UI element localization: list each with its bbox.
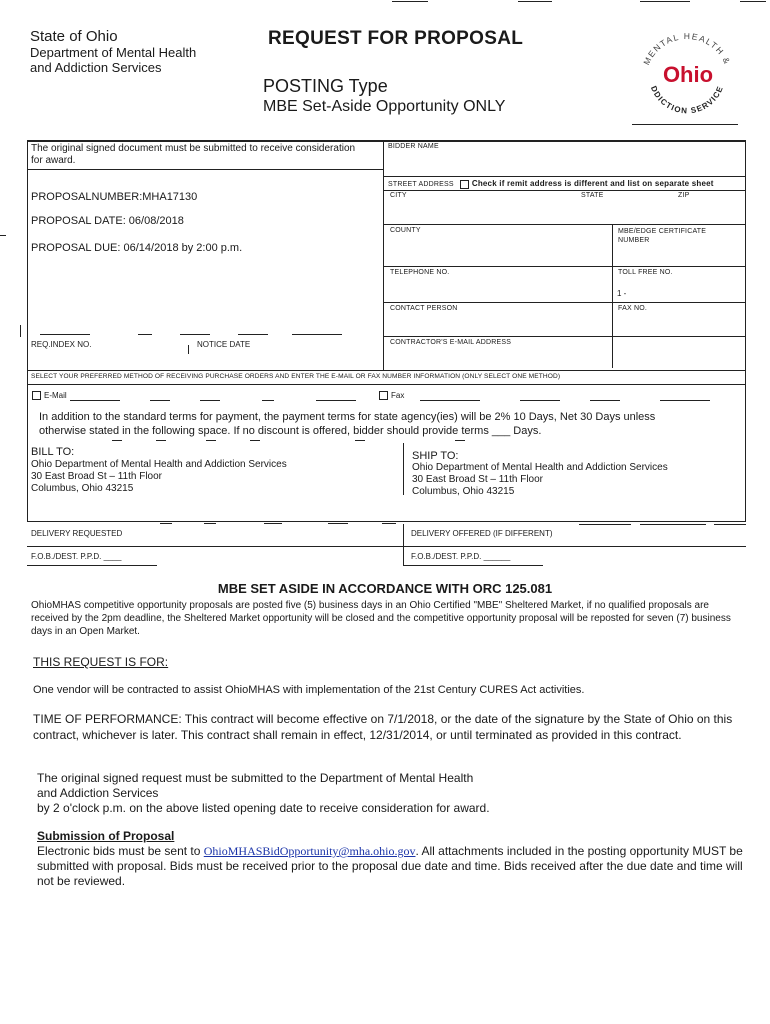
original-notice: The original signed document must be submitted to receive consideration for award. (31, 143, 356, 166)
agency-state: State of Ohio (30, 28, 118, 45)
submission-heading: Submission of Proposal (37, 829, 175, 843)
city-label: CITY (390, 192, 407, 199)
email-label: CONTRACTOR'S E-MAIL ADDRESS (390, 339, 512, 346)
ohio-seal-icon (632, 22, 742, 132)
section-title: MBE SET ASIDE IN ACCORDANCE WITH ORC 125.081 (217, 581, 553, 596)
notice-date-label: NOTICE DATE (197, 340, 251, 349)
street-address-text: STREET ADDRESS (388, 181, 454, 188)
posting-type: POSTING Type (263, 76, 388, 96)
mbe-cert-label: MBE/EDGE CERTIFICATE NUMBER (618, 228, 707, 244)
street-address-label (388, 179, 714, 189)
seal-bottom-text: DDICTION SERVICE (648, 84, 726, 116)
email-option[interactable] (32, 391, 67, 400)
time-of-performance: TIME OF PERFORMANCE: This contract will become effective on 7/1/2018, or the date of the signature by the State of Ohio on this contract, whichever is later. This contract shall remain in effect, 12/31/2014, or until terminated as provided in this contract. (33, 712, 733, 742)
fax-no-label: FAX NO. (618, 305, 648, 312)
state-label: STATE (581, 192, 604, 199)
ship-to-line2: 30 East Broad St – 11th Floor (412, 474, 544, 485)
email-checkbox[interactable] (32, 391, 41, 400)
req-index-label: REQ.INDEX NO. (31, 340, 92, 349)
signed-line2: and Addiction Services (37, 786, 159, 800)
signed-line3: by 2 o'clock p.m. on the above listed opening date to receive consideration for award. (37, 801, 490, 815)
fax-option[interactable] (379, 391, 404, 400)
delivery-offered-label: DELIVERY OFFERED (IF DIFFERENT) (411, 529, 553, 538)
ship-to-line1: Ohio Department of Mental Health and Addiction Services (412, 462, 668, 473)
request-text: One vendor will be contracted to assist OhioMHAS with implementation of the 21st Century CURES Act activities. (33, 684, 585, 696)
payment-terms-line2: otherwise stated in the following space. If no discount is offered, bidder should provide terms ___ Days. (39, 425, 542, 437)
section-text: OhioMHAS competitive opportunity proposals are posted five (5) business days in an Ohio Certified "MBE" Sheltered Market, if no qualified proposals are received by the 2pm deadline, the Sheltered Market opportunity will be closed and the competitive opportunity proposal will be reposted for seven (7) business days in an Open Market. (31, 600, 731, 637)
bill-to-line2: 30 East Broad St – 11th Floor (31, 471, 163, 482)
delivery-requested-label: DELIVERY REQUESTED (31, 529, 123, 538)
contact-person-label: CONTACT PERSON (390, 305, 458, 312)
fob-left: F.O.B./DEST. P.P.D. ____ (31, 552, 122, 561)
method-instruction: SELECT YOUR PREFERRED METHOD OF RECEIVING PURCHASE ORDERS AND ENTER THE E-MAIL OR FAX NUMBER INFORMATION (ONLY SELECT ONE METHOD) (31, 373, 561, 380)
fax-checkbox[interactable] (379, 391, 388, 400)
ship-to-line3: Columbus, Ohio 43215 (412, 486, 515, 497)
seal-top-text: MENTAL HEALTH & (641, 30, 733, 67)
bill-to-line1: Ohio Department of Mental Health and Addiction Services (31, 459, 287, 470)
submission-prefix: Electronic bids must be sent to (37, 844, 204, 858)
county-label: COUNTY (390, 227, 421, 234)
ohio-seal-logo (632, 22, 742, 132)
request-heading: THIS REQUEST IS FOR: (33, 655, 169, 669)
bill-to-line3: Columbus, Ohio 43215 (31, 483, 134, 494)
zip-label: ZIP (678, 192, 690, 199)
bidder-name-field[interactable] (388, 154, 740, 174)
submission-email-link[interactable]: OhioMHASBidOpportunity@mha.ohio.gov (203, 844, 416, 858)
proposal-due: PROPOSAL DUE: 06/14/2018 by 2:00 p.m. (31, 242, 243, 254)
set-aside-label: MBE Set-Aside Opportunity ONLY (263, 98, 506, 115)
telephone-label: TELEPHONE NO. (390, 269, 450, 276)
page-title: REQUEST FOR PROPOSAL (268, 28, 524, 49)
bill-to-heading: BILL TO: (31, 446, 75, 458)
agency-department-cont: and Addiction Services (30, 60, 162, 75)
remit-checkbox[interactable] (460, 180, 469, 189)
toll-free-label: TOLL FREE NO. (618, 269, 673, 276)
email-option-label: E-Mail (44, 391, 67, 400)
seal-center-text: Ohio (662, 62, 714, 87)
proposal-number: PROPOSALNUMBER:MHA17130 (31, 191, 198, 203)
agency-block (30, 28, 196, 75)
fob-right: F.O.B./DEST. P.P.D. ______ (411, 552, 511, 561)
fax-option-label: Fax (391, 391, 405, 400)
ship-to-heading: SHIP TO: (412, 450, 459, 462)
submission-suffix: . All attachments included in the posting opportunity MUST be submitted with proposal. Bids must be received prior to the proposal due date and time. Bids received after the due date and time will not be reviewed. (37, 844, 743, 888)
bidder-name-label: BIDDER NAME (388, 143, 439, 150)
payment-terms-line1: In addition to the standard terms for payment, the payment terms for state agency(ies) will be 2% 10 Days, Net 30 Days unless (39, 411, 656, 423)
agency-department: Department of Mental Health (30, 45, 197, 60)
submission-text (37, 844, 743, 889)
signed-line1: The original signed request must be submitted to the Department of Mental Health (37, 771, 474, 785)
remit-checkbox-label: Check if remit address is different and list on separate sheet (471, 179, 714, 188)
proposal-date: PROPOSAL DATE: 06/08/2018 (31, 215, 184, 227)
toll-free-value: 1 - (617, 289, 627, 298)
